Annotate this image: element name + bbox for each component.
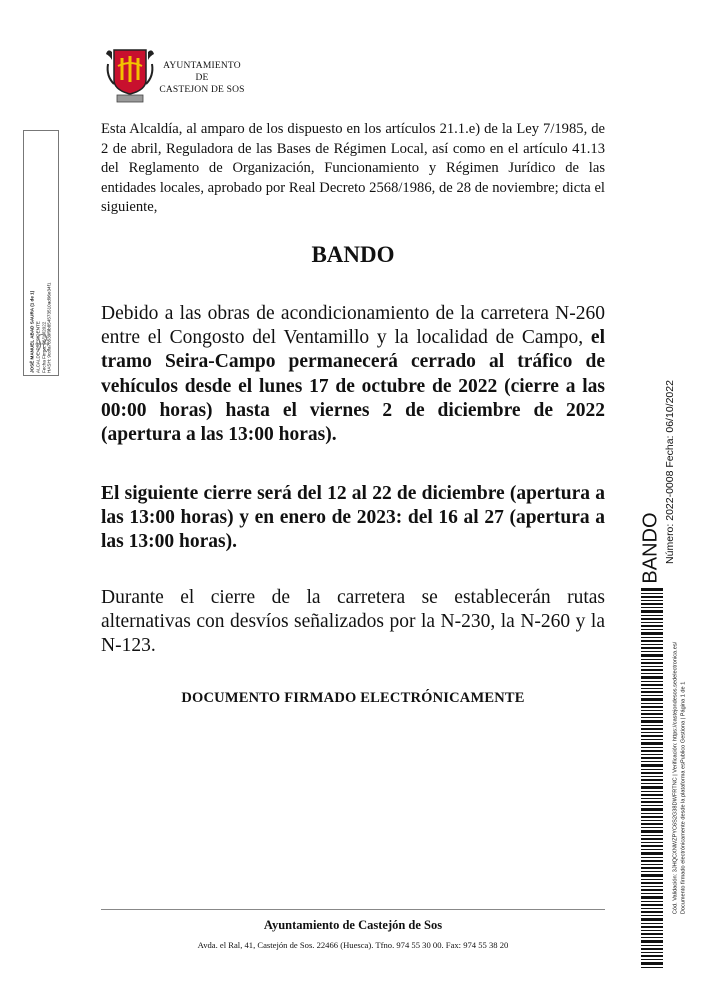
barcode-bar <box>641 886 663 887</box>
barcode-bar <box>641 908 663 909</box>
barcode-bar <box>641 830 663 833</box>
barcode-bar <box>641 874 663 877</box>
signer-role: ALCALDE-PRESIDENTE <box>35 321 41 373</box>
barcode-bar <box>641 940 663 943</box>
barcode-bar <box>641 945 663 946</box>
barcode-bar <box>641 764 663 767</box>
barcode-bar <box>641 713 663 715</box>
barcode-bar <box>641 717 663 718</box>
barcode-bar <box>641 791 663 792</box>
barcode-bar <box>641 747 663 748</box>
signed-notice: DOCUMENTO FIRMADO ELECTRÓNICAMENTE <box>181 690 525 706</box>
barcode-bar <box>641 955 663 957</box>
barcode-bar <box>641 779 663 781</box>
barcode-bar <box>641 808 663 811</box>
barcode-bar <box>641 588 663 591</box>
barcode-bar <box>641 593 663 594</box>
side-doc-number-date: Número: 2022-0008 Fecha: 06/10/2022 <box>664 380 676 564</box>
barcode-bar <box>641 754 663 755</box>
barcode-bar <box>641 706 663 708</box>
paragraph-road-closure-plain: Debido a las obras de acondicionamiento de la carretera N-260 entre el Congosto del Ventamillo y la localidad de Campo, <box>101 303 605 349</box>
barcode-bar <box>641 600 663 601</box>
signer-name: JOSÉ MANUEL ABAD SAURA (1 de 1) <box>29 290 35 373</box>
barcode-bar <box>641 813 663 814</box>
barcode-bar <box>641 786 663 789</box>
barcode-bar <box>641 871 663 872</box>
barcode-bar <box>641 823 663 825</box>
barcode-bar <box>641 618 663 620</box>
barcode-bar <box>641 710 663 711</box>
barcode-bar <box>641 816 663 818</box>
barcode-bar <box>641 896 663 899</box>
barcode <box>641 588 663 968</box>
barcode-bar <box>641 659 663 660</box>
barcode-bar <box>641 937 663 938</box>
barcode-bar <box>641 852 663 855</box>
barcode-bar <box>641 959 663 960</box>
side-legal-text <box>673 642 688 914</box>
barcode-bar <box>641 684 663 686</box>
barcode-bar <box>641 893 663 894</box>
barcode-bar <box>641 644 663 645</box>
barcode-bar <box>641 742 663 745</box>
barcode-bar <box>641 688 663 689</box>
barcode-bar <box>641 622 663 623</box>
barcode-bar <box>641 654 663 657</box>
barcode-bar <box>641 637 663 638</box>
barcode-bar <box>641 948 663 950</box>
barcode-bar <box>641 725 663 726</box>
barcode-bar <box>641 732 663 733</box>
paragraph-road-closure <box>101 302 605 447</box>
barcode-bar <box>641 926 663 928</box>
barcode-bar <box>641 915 663 916</box>
footer-address: Avda. el Ral, 41, Castejón de Sos. 22466 (Huesca). Tfno. 974 55 30 00. Fax: 974 55 38 20 <box>197 940 509 950</box>
barcode-bar <box>641 632 663 635</box>
barcode-bar <box>641 798 663 799</box>
paragraph-next-closure: El siguiente cierre será del 12 al 22 de diciembre (apertura a las 13:00 horas) y en enero de 2023: del 16 al 27 (apertura a las 13:00 horas). <box>101 483 605 553</box>
barcode-bar <box>641 640 663 642</box>
side-platform-note: Documento firmado electrónicamente desde la plataforma esPublico Gestiona | Página 1 de 1 <box>680 681 686 915</box>
organization-name <box>158 60 246 96</box>
barcode-bar <box>641 703 663 704</box>
signature-scribble-icon <box>33 330 51 356</box>
barcode-bar <box>641 720 663 723</box>
barcode-bar <box>641 952 663 953</box>
barcode-bar <box>641 967 663 968</box>
barcode-bar <box>641 842 663 843</box>
barcode-bar <box>641 933 663 935</box>
barcode-bar <box>641 801 663 803</box>
signature-hash: HASH: 9cdfa78539f9b854573510ad96e34f1 <box>46 282 52 373</box>
barcode-bar <box>641 882 663 884</box>
org-line-2: DE <box>195 73 209 83</box>
barcode-bar <box>641 629 663 630</box>
barcode-bar <box>641 691 663 693</box>
barcode-bar <box>641 962 663 965</box>
barcode-bar <box>641 761 663 762</box>
side-doc-type: BANDO <box>639 512 662 584</box>
barcode-bar <box>641 794 663 796</box>
barcode-bar <box>641 820 663 821</box>
barcode-bar <box>641 860 663 862</box>
barcode-bar <box>641 838 663 840</box>
barcode-bar <box>641 849 663 850</box>
barcode-bar <box>641 615 663 616</box>
org-line-3: CASTEJON DE SOS <box>159 85 245 95</box>
side-validation-code: Cód. Validación: 3JHQCXNWZPYC6S2G38DWFRTNC | Verificación: https://castejondesos.sedelectronica.es/ <box>672 641 679 915</box>
barcode-bar <box>641 930 663 931</box>
barcode-bar <box>641 735 663 737</box>
paragraph-detours: Durante el cierre de la carretera se establecerán rutas alternativas con desvíos señalizados por la N-230, la N-260 y la N-123. <box>101 587 605 657</box>
barcode-bar <box>641 596 663 598</box>
barcode-bar <box>641 695 663 696</box>
barcode-bar <box>641 739 663 740</box>
municipal-crest-logo <box>104 46 156 104</box>
barcode-bar <box>641 827 663 828</box>
intro-paragraph: Esta Alcaldía, al amparo de los dispuesto en los artículos 21.1.e) de la Ley 7/1985, de 2 de abril, Reguladora de las Bases de Régimen Local, así como en el artículo 41.13 del Reglamento de Organización, Funcionamiento y Régimen Jurídico de las entidades locales, aprobado por Real Decreto 2568/1986, de 28 de noviembre; dicta el siguiente, <box>101 121 605 215</box>
barcode-bar <box>641 698 663 701</box>
barcode-bar <box>641 889 663 891</box>
barcode-bar <box>641 662 663 664</box>
barcode-bar <box>641 769 663 770</box>
barcode-bar <box>641 607 663 608</box>
barcode-bar <box>641 757 663 759</box>
footer-divider <box>101 909 605 910</box>
footer-org-name: Ayuntamiento de Castejón de Sos <box>263 918 443 932</box>
barcode-bar <box>641 651 663 652</box>
barcode-bar <box>641 647 663 649</box>
barcode-bar <box>641 783 663 784</box>
barcode-bar <box>641 904 663 906</box>
barcode-bar <box>641 911 663 913</box>
barcode-bar <box>641 603 663 605</box>
barcode-bar <box>641 625 663 627</box>
barcode-bar <box>641 805 663 806</box>
barcode-bar <box>641 864 663 865</box>
barcode-bar <box>641 728 663 730</box>
org-line-1: AYUNTAMIENTO <box>163 61 241 71</box>
barcode-bar <box>641 845 663 847</box>
barcode-bar <box>641 610 663 613</box>
signature-date: Fecha Firma: 06/10/2022 <box>41 321 46 373</box>
barcode-bar <box>641 835 663 836</box>
barcode-bar <box>641 673 663 674</box>
barcode-bar <box>641 772 663 774</box>
barcode-bar <box>641 879 663 880</box>
barcode-bar <box>641 923 663 924</box>
barcode-bar <box>641 750 663 752</box>
barcode-bar <box>641 776 663 777</box>
barcode-bar <box>641 857 663 858</box>
document-title: BANDO <box>311 242 395 267</box>
barcode-bar <box>641 681 663 682</box>
barcode-bar <box>641 676 663 679</box>
paragraph-road-closure-bold: el tramo Seira-Campo permanecerá cerrado al tráfico de vehículos desde el lunes 17 de octubre de 2022 (cierre a las 00:00 horas) hasta el viernes 2 de diciembre de 2022 (apertura a las 13:00 horas). <box>101 327 605 446</box>
barcode-bar <box>641 918 663 921</box>
barcode-bar <box>641 669 663 671</box>
barcode-bar <box>641 867 663 869</box>
barcode-bar <box>641 901 663 902</box>
barcode-bar <box>641 666 663 667</box>
